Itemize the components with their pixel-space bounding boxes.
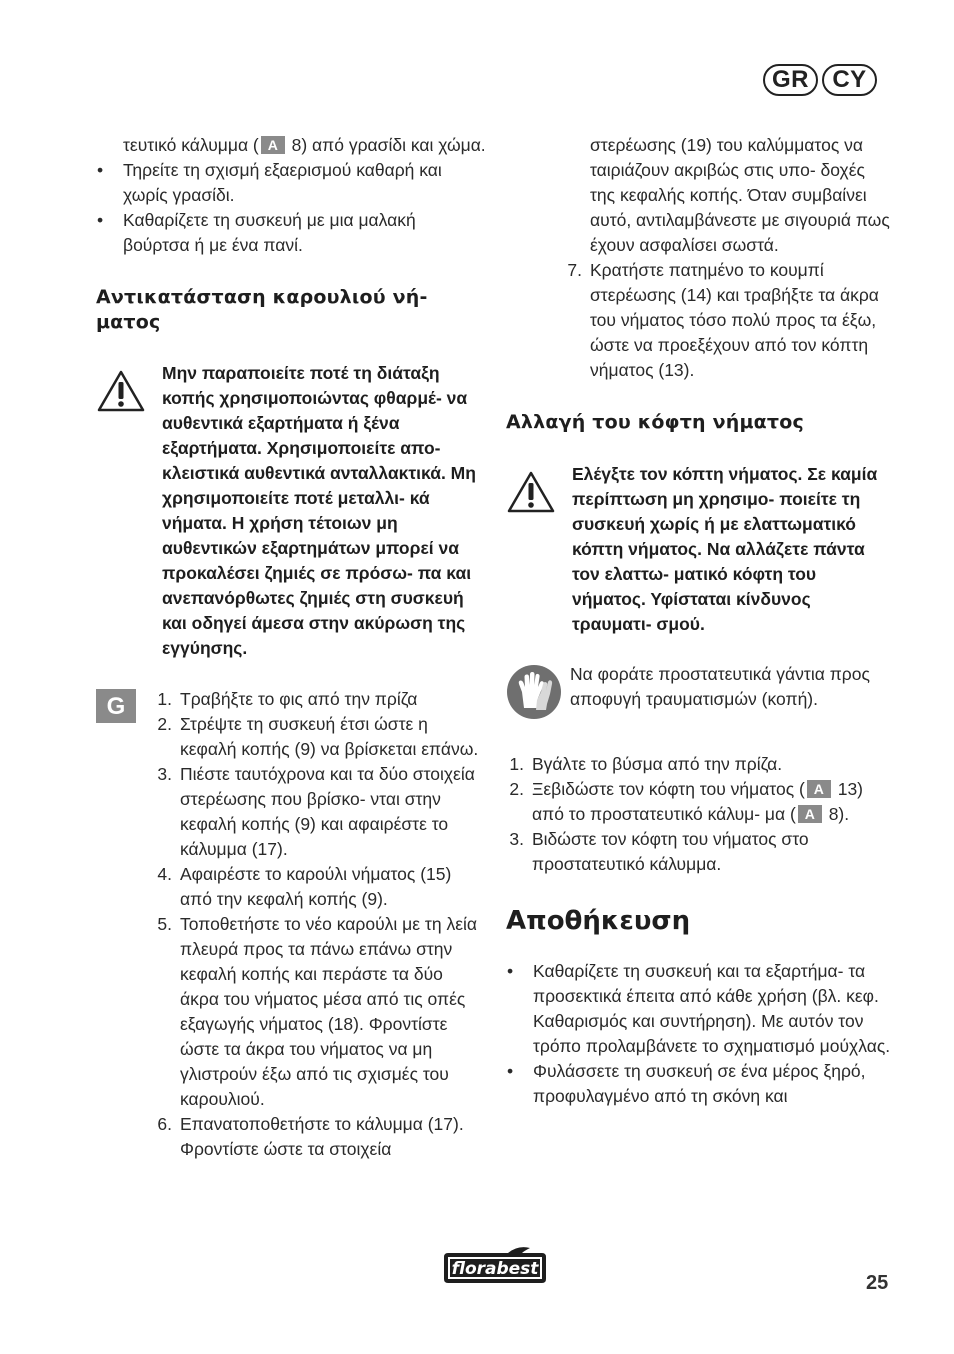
list-item — [146, 862, 486, 912]
text-fragment: 8). — [823, 804, 850, 824]
page-number: 25 — [866, 1272, 889, 1294]
step-number: 4. — [157, 864, 172, 884]
section-heading-storage: Αποθήκευση — [506, 906, 691, 936]
right-column — [506, 133, 892, 1109]
step-text: Επανατοποθετήστε το κάλυμμα (17). Φροντίστε ώστε τα στοιχεία — [180, 1114, 464, 1159]
step-number: 2. — [509, 779, 524, 799]
left-column — [96, 133, 486, 1162]
brand-logo — [438, 1245, 552, 1289]
list-item: • Φυλάσσετε τη συσκευή σε ένα μέρος ξηρό, προφυλαγμένο από τη σκόνη και — [506, 1059, 892, 1109]
spool-steps-cont — [506, 258, 892, 383]
step-text: Κρατήστε πατημένο το κουμπί στερέωσης (14) και τραβήξτε τα άκρα του νήματος τόσο πολύ προς τα έξω, ώστε να προεξέχουν από τον κόπτη νήματος (13). — [590, 260, 879, 380]
continued-paragraph — [96, 133, 486, 158]
step-number: 7. — [567, 260, 582, 280]
step-number: 1. — [157, 689, 172, 709]
glove-notice-text: Να φοράτε προστατευτικά γάντια προς αποφυγή τραυματισμών (κοπή). — [570, 664, 870, 709]
list-item — [506, 777, 892, 827]
step-number: 6. — [157, 1114, 172, 1134]
continued-paragraph: στερέωσης (19) του καλύμματος να ταιριάζουν ακριβώς στις υπο- δοχές της κεφαλής κοπής. Όταν συμβαίνει αυτό, αντιλαμβάνεστε με σιγουριά πως έχουν ασφαλίσει σωστά. — [590, 135, 890, 255]
language-badges — [763, 64, 877, 96]
step-number: 5. — [157, 914, 172, 934]
warning-triangle-icon — [506, 462, 572, 637]
list-item: • Καθαρίζετε τη συσκευή και τα εξαρτήμα- τα προσεκτικά έπειτα από κάθε χρήση (βλ. κεφ. Καθαρισμός και συντήρηση). Με αυτόν τον τρόπο προλαμβάνετε το σχηματισμό μούχλας. — [506, 959, 892, 1059]
procedure-block — [96, 687, 486, 1162]
list-item — [146, 1112, 486, 1162]
section-heading-spool: Αντικατάσταση καρουλιού νή- ματος — [96, 286, 428, 333]
step-number: 3. — [509, 829, 524, 849]
text-fragment: Ξεβιδώστε τον κόφτη του νήματος ( — [532, 779, 805, 799]
step-text: Στρέψτε τη συσκευή έτσι ώστε η κεφαλή κοπής (9) να βρίσκεται επάνω. — [180, 714, 479, 759]
warning-text: Μην παραποιείτε ποτέ τη διάταξη κοπής χρησιμοποιώντας φθαρμέ- να αυθεντικά εξαρτήματα ή ξένα εξαρτήματα. Χρησιμοποιείτε απο- κλειστικά αυθεντικά ανταλλακτικά. Μη χρησιμοποιείτε ποτέ μεταλλι- κά νήματα. Η χρήση τέτοιων μη αυθεντικών εξαρτημάτων μπορεί να προκαλέσει ζημιές σε πρόσω- πα και ανεπανόρθωτες ζημιές στη συσκευή και οδηγεί άμεσα στην ακύρωση της εγγύησης. — [162, 363, 476, 658]
list-item — [506, 827, 892, 877]
list-item — [146, 762, 486, 862]
list-item — [146, 912, 486, 1112]
warning-block — [96, 361, 486, 661]
spool-steps — [146, 687, 486, 1162]
step-text: Βγάλτε το βύσμα από την πρίζα. — [532, 754, 783, 774]
list-item — [146, 712, 486, 762]
figure-a-badge: A — [798, 805, 822, 823]
list-item — [556, 258, 892, 383]
step-text: Αφαιρέστε το καρούλι νήματος (15) από την κεφαλή κοπής (9). — [180, 864, 452, 909]
warning-triangle-icon — [96, 361, 162, 661]
step-text: Βιδώστε τον κόφτη του νήματος στο προστατευτικό κάλυμμα. — [532, 829, 809, 874]
text-fragment: 13) από το προστατευτικό κάλυμ- μα ( — [532, 779, 863, 824]
cutter-steps — [506, 752, 892, 877]
glove-notice — [506, 662, 892, 727]
lang-badge-gr: GR — [763, 64, 818, 96]
text-fragment: τευτικό κάλυμμα ( — [123, 135, 259, 155]
figure-a-badge: A — [807, 780, 831, 798]
figure-a-badge: A — [261, 136, 285, 154]
storage-bullets — [506, 959, 892, 1109]
step-text: Πιέστε ταυτόχρονα και τα δύο στοιχεία στερέωσης που βρίσκο- νται στην κεφαλή κοπής (9) και αφαιρέστε το κάλυμμα (17). — [180, 764, 475, 859]
gloves-icon — [506, 662, 570, 727]
cleaning-bullets — [96, 158, 486, 258]
list-item — [506, 752, 892, 777]
warning-text: Ελέγξτε τον κόπτη νήματος. Σε καμία περίπτωση μη χρησιμο- ποιείτε τη συσκευή χωρίς ή με ελαττωματικό κόπτη νήματος. Να αλλάζετε πάντα τον ελαττω- ματικό κόφτη του νήματος. Υφίσταται κίνδυνος τραυματι- σμού. — [572, 464, 878, 634]
text-fragment: 8) από γρασίδι και χώμα. — [286, 135, 486, 155]
step-number: 3. — [157, 764, 172, 784]
step-number: 1. — [509, 754, 524, 774]
brand-logo-text: florabest — [451, 1259, 539, 1279]
warning-block — [506, 462, 892, 637]
step-text: Τραβήξτε το φις από την πρίζα — [180, 689, 418, 709]
list-item: • Τηρείτε τη σχισμή εξαερισμού καθαρή και χωρίς γρασίδι. — [96, 158, 486, 208]
lang-badge-cy: CY — [822, 64, 877, 96]
step-number: 2. — [157, 714, 172, 734]
list-item: • Καθαρίζετε τη συσκευή με μια μαλακή βούρτσα ή με ένα πανί. — [96, 208, 486, 258]
section-heading-cutter: Αλλαγή του κόφτη νήματος — [506, 411, 804, 433]
figure-g-badge: G — [96, 689, 136, 723]
step-text: Τοποθετήστε το νέο καρούλι με τη λεία πλευρά προς τα πάνω επάνω στην κεφαλή κοπής και περάστε τα δύο άκρα του νήματος μέσα από τις οπές εξαγωγής νήματος (18). Φροντίστε ώστε τα άκρα του νήματος να μη γλιστρούν έξω από τις σχισμές του καρουλιού. — [180, 914, 477, 1109]
list-item — [146, 687, 486, 712]
